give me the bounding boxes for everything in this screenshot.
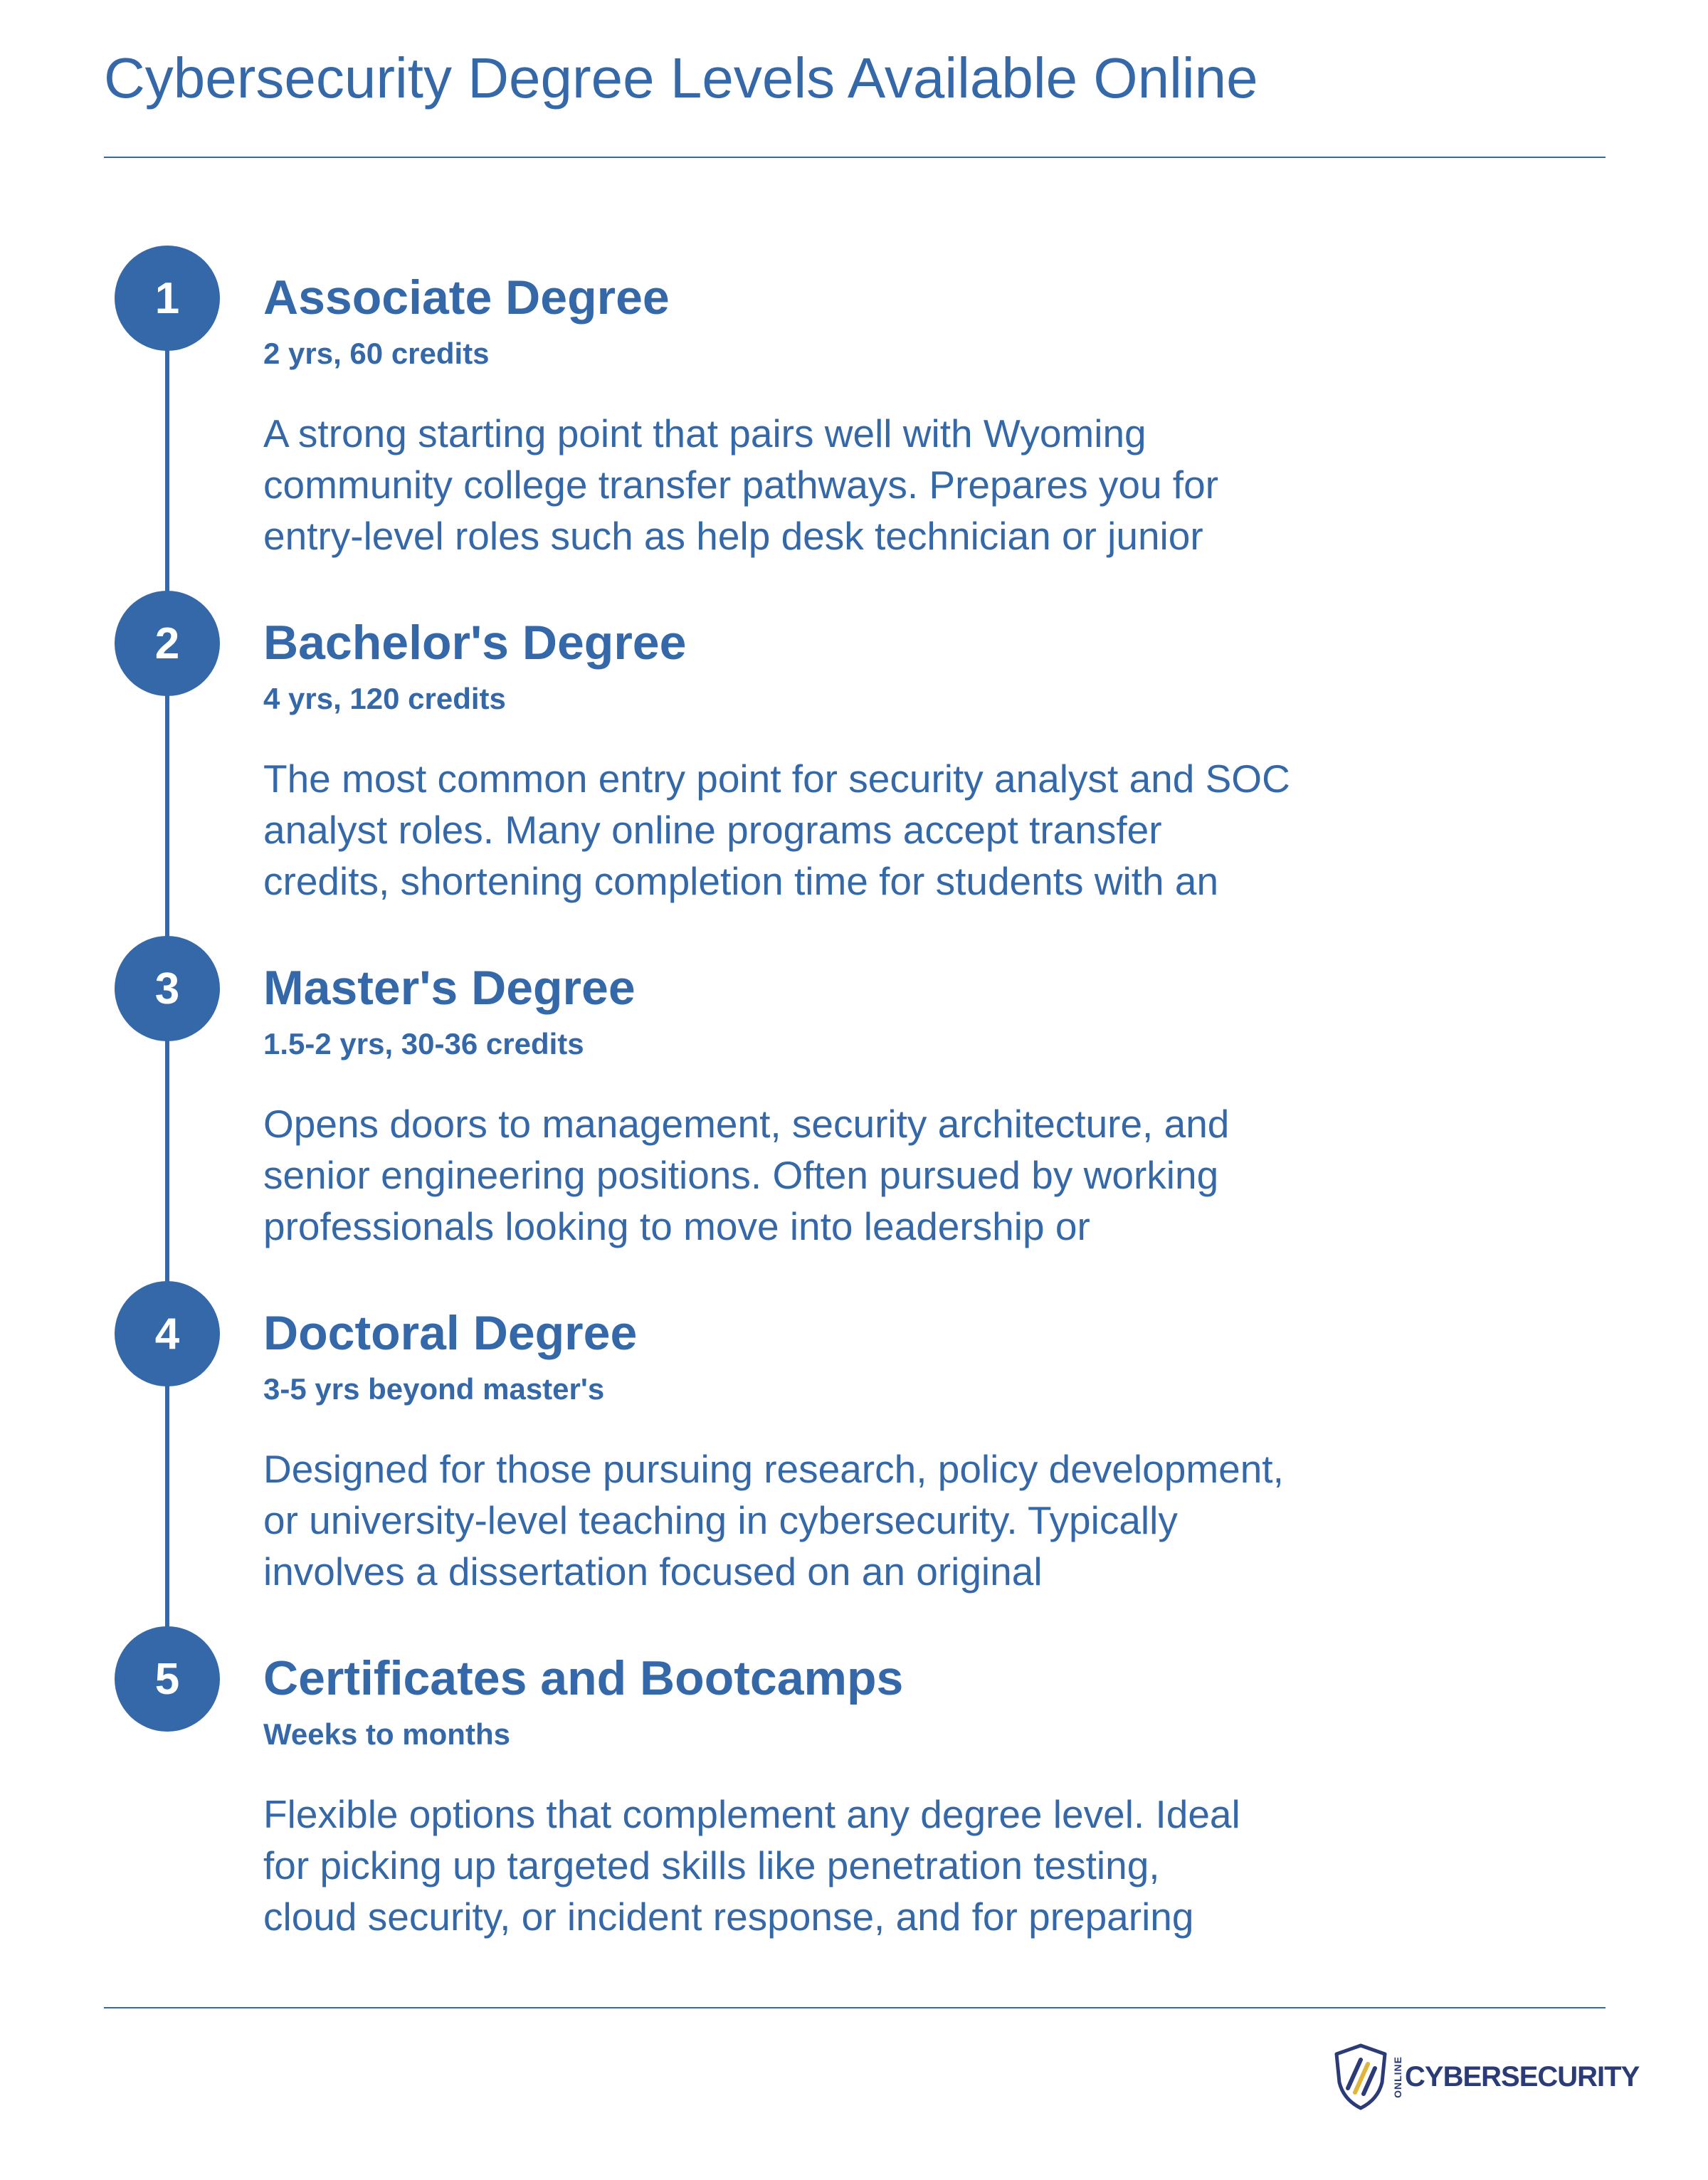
step-description-line: or university-level teaching in cybersecurity. Typically [263,1498,1178,1542]
step-associate-degree [0,246,1708,587]
step-number-badge: 2 [115,591,220,696]
step-bachelors-degree [0,591,1708,932]
step-description-line: entry-level roles such as help desk technician or junior [263,514,1203,558]
header-divider [104,157,1606,158]
step-description-line: analyst roles. Many online programs accept transfer [263,808,1162,852]
step-title: Associate Degree [263,270,670,325]
step-certificates-bootcamps [0,1626,1708,1968]
step-description-line: professionals looking to move into leadership or [263,1204,1090,1248]
step-duration: 4 yrs, 120 credits [263,682,506,715]
step-title: Master's Degree [263,961,636,1015]
step-description-line: Flexible options that complement any degree level. Ideal [263,1792,1240,1836]
page-title: Cybersecurity Degree Levels Available Online [104,46,1258,110]
step-description [263,1443,1284,1597]
step-title: Doctoral Degree [263,1306,638,1360]
shield-icon [1332,2043,1389,2111]
step-description-line: A strong starting point that pairs well with Wyoming [263,411,1146,456]
step-title: Bachelor's Degree [263,616,687,670]
step-duration: Weeks to months [263,1717,510,1751]
step-description-line: Designed for those pursuing research, policy development, [263,1447,1284,1491]
step-description-line: credits, shortening completion time for students with an [263,859,1219,903]
logo-online-text: ONLINE [1392,2055,1403,2098]
step-description-line: community college transfer pathways. Prepares you for [263,463,1218,507]
step-description [263,753,1290,907]
step-number-badge: 3 [115,936,220,1041]
step-description [263,408,1218,562]
step-description-line: cloud security, or incident response, and for preparing [263,1895,1194,1939]
step-description [263,1789,1240,1942]
step-doctoral-degree [0,1281,1708,1623]
step-number-badge: 4 [115,1281,220,1386]
step-description-line: for picking up targeted skills like penetration testing, [263,1843,1160,1887]
step-number-badge: 1 [115,246,220,351]
step-duration: 1.5-2 yrs, 30-36 credits [263,1027,584,1060]
step-number-badge: 5 [115,1626,220,1732]
step-description-line: The most common entry point for security analyst and SOC [263,757,1290,801]
footer-divider [104,2007,1606,2008]
step-description-line: senior engineering positions. Often pursued by working [263,1153,1219,1197]
step-description-line: involves a dissertation focused on an original [263,1549,1043,1594]
step-duration: 2 yrs, 60 credits [263,337,490,370]
step-description-line: Opens doors to management, security architecture, and [263,1102,1230,1146]
logo-wordmark: CYBERSECURITY [1405,2060,1640,2092]
step-description [263,1098,1229,1252]
step-title: Certificates and Bootcamps [263,1651,904,1705]
brand-logo [1332,2041,1639,2112]
step-masters-degree [0,936,1708,1278]
step-duration: 3-5 yrs beyond master's [263,1372,605,1406]
